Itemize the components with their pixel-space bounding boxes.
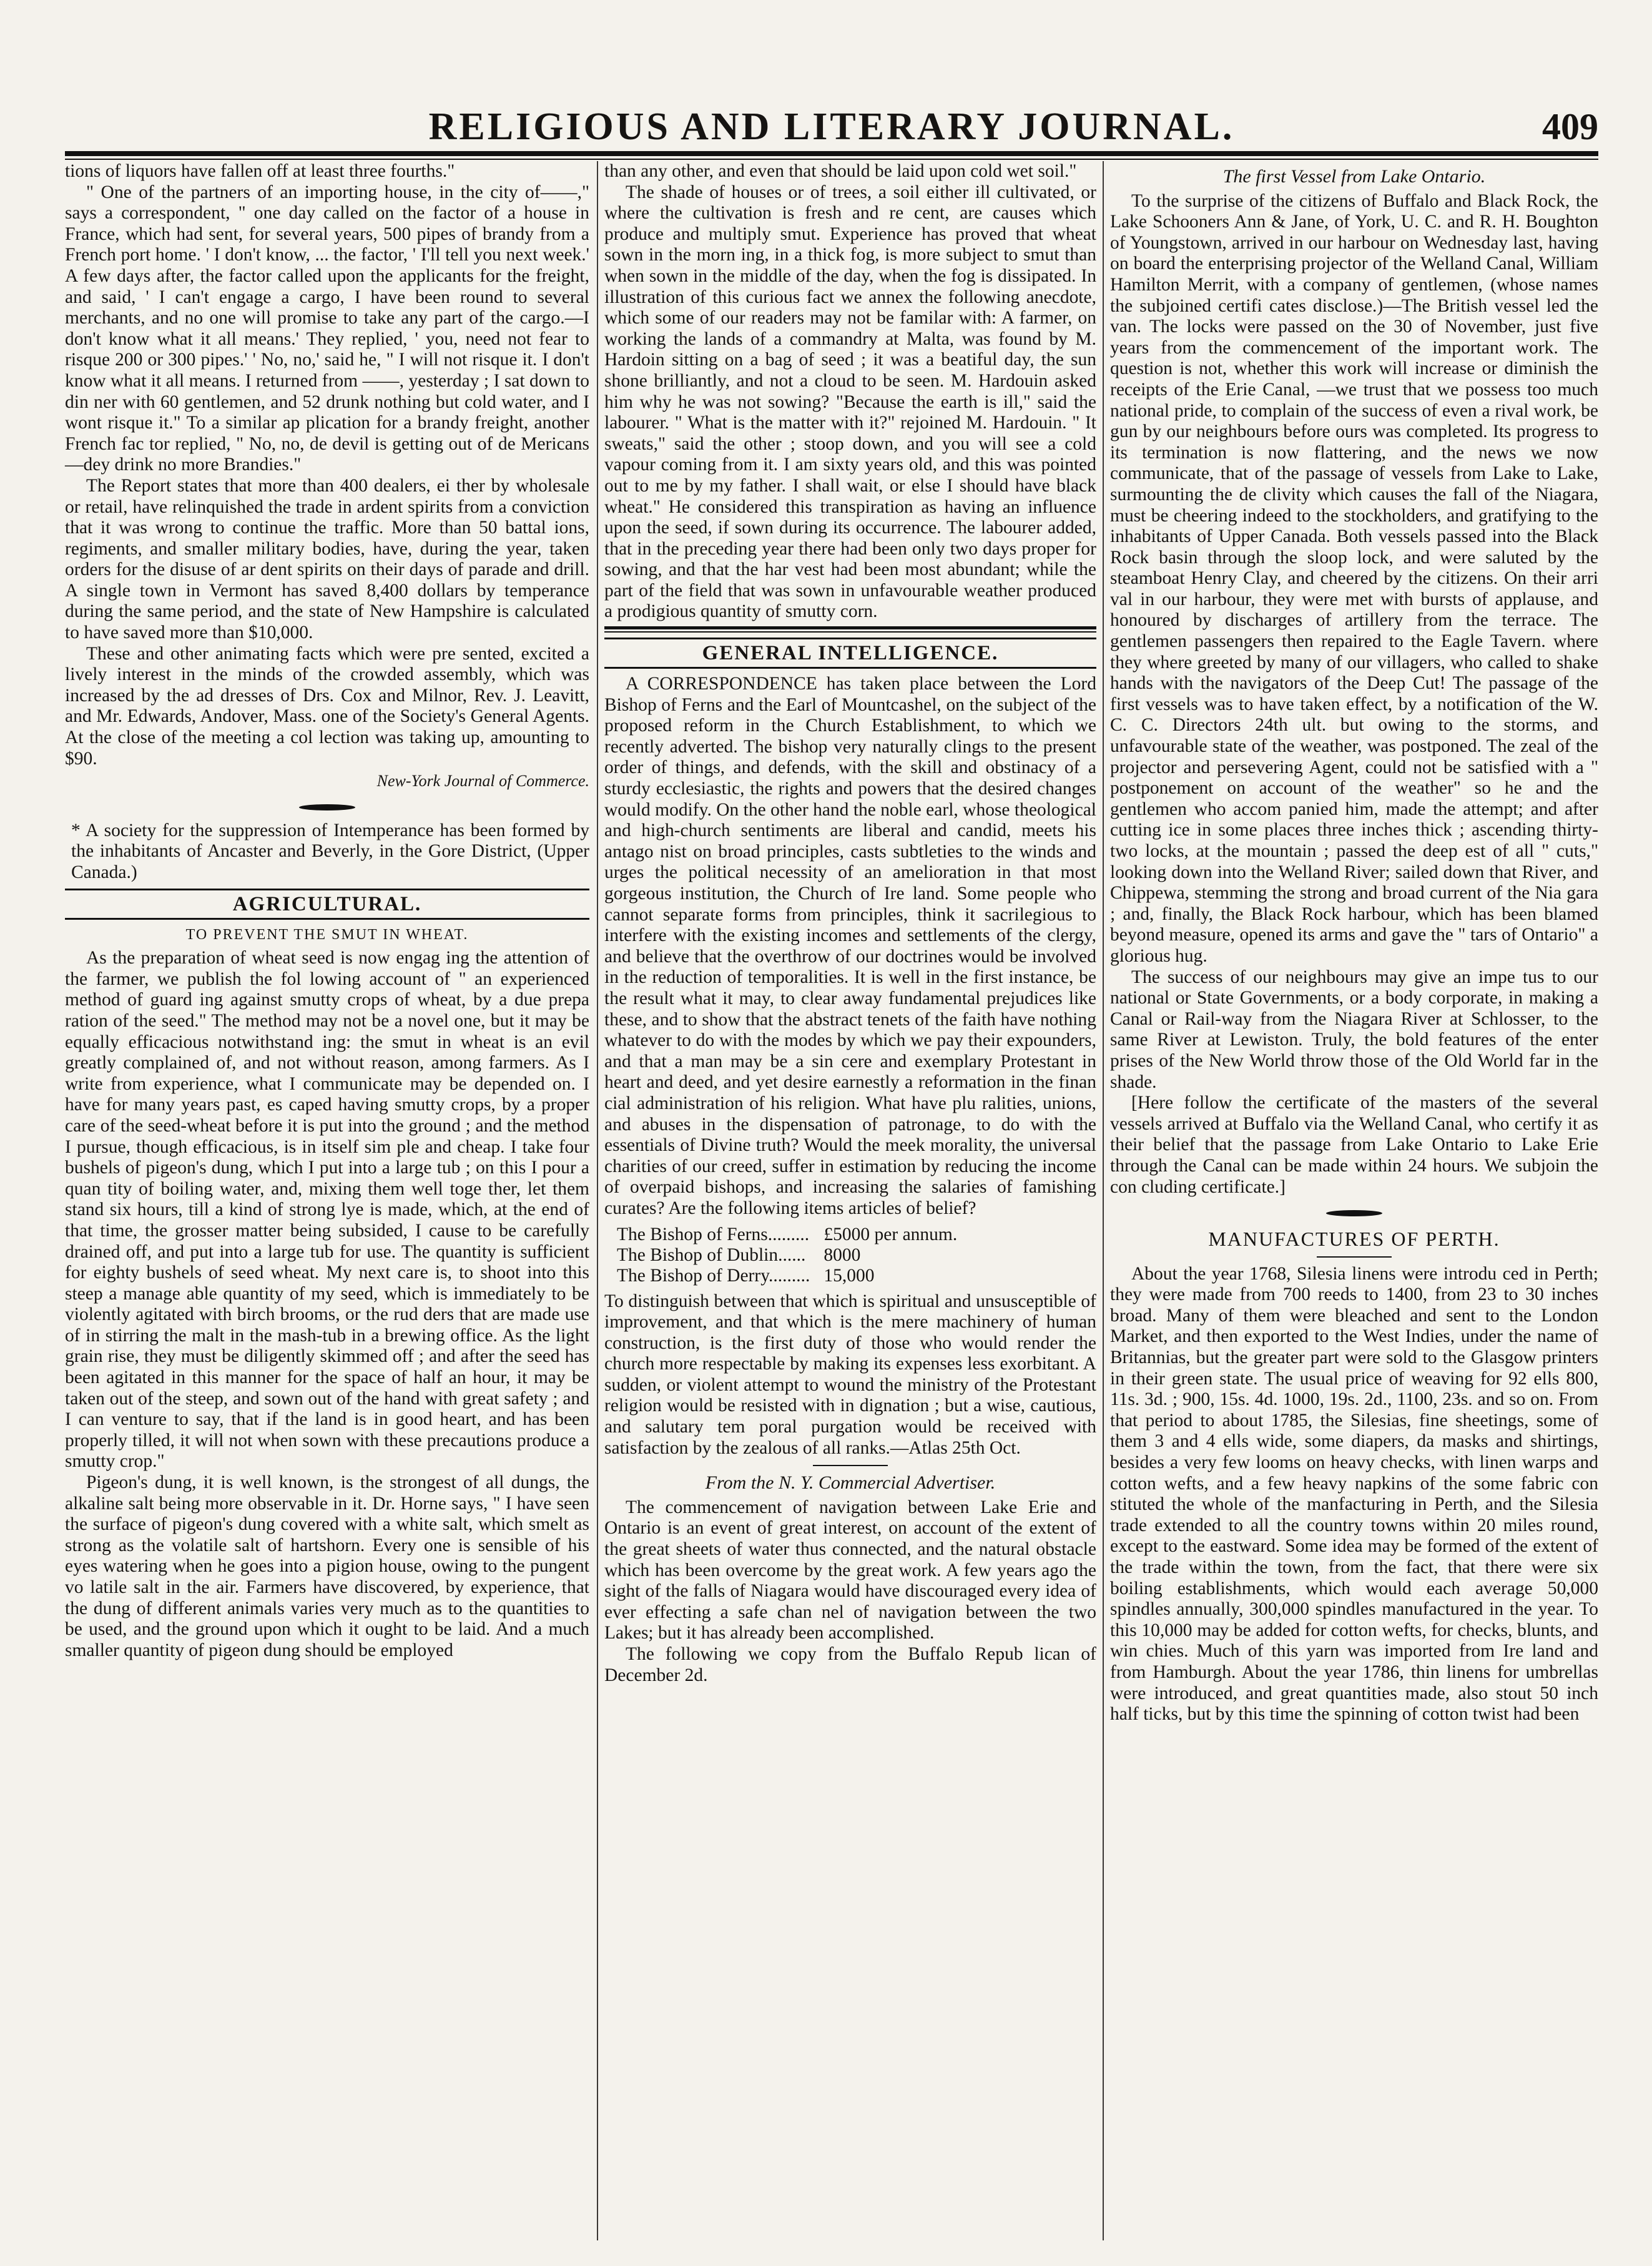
- column-right: [1110, 161, 1598, 1725]
- paragraph: The shade of houses or of trees, a soil either ill cultivated, or where the cultivation is fresh and re cent, are causes which produce and multiply smut. Experience has proved that wheat sown in the morn ing, in a thick fog, is more subject to smut than when sown in the middle of the day, when the fog is dissipated. In illustration of this curious fact we annex the following anecdote, which some of our readers may not be familar with: A farmer, on working the lands of a commandry at Malta, was found by M. Hardoin sitting on a bag of seed ; it was a beatiful day, the sun shone brilliantly, and not a cloud to be seen. M. Hardouin asked him why he was not sowing? "Because the earth is ill," said the labourer. " What is the matter with it?" rejoined M. Hardouin. " It sweats," said the other ; stoop down, and you will see a cold vapour coming from it. I am sixty years old, and this was pointed out to me by my father. I shall wait, or else I should have black wheat." He considered this transpiration as having an influence upon the seed, if sown during its occurrence. The labourer added, that in the preceding year there had been only two days proper for sowing, and that the har vest had been most abundant; while the part of the field that was sown in unfavourable weather produced a prodigious quantity of smutty corn.: [604, 182, 1096, 622]
- section-rule: [604, 626, 1096, 629]
- paragraph: About the year 1768, Silesia linens were introdu ced in Perth; they were made from 700 reeds to 1400, from 23 to 30 inches broad. Many of them were bleached and sent to the London Market, and then exported to the West Indies, under the name of Britannias, but the greater part were sold to the Glasgow printers in their green state. The usual price of weaving for 92 ells 800, 11s. 3d. ; 900, 15s. 4d. 1000, 19s. 2d., 1100, 23s. and so on. From that period to about 1785, the Silesias, fine sheetings, some of them 3 and 4 ells wide, some diapers, da masks and shirtings, besides a very few looms on heavy checks, with linen warps and cotton wefts, and a few heavy napkins of the some fabric con stituted the whole of the manfacturing in Perth, and the Silesia trade extended to all the country towns within 20 miles round, except to the eastward. Some idea may be formed of the extent of the trade within the town, from the fact, that there were six boiling establishments, which would each average 50,000 spindles annually, 300,000 spindles manufactured in the year. To this 10,000 may be added for cotton wefts, for checks, blunts, and win chies. Much of this yarn was imported from Ire land and from Hamburgh. About the year 1786, thin linens for umbrellas were introduced, and great quantities made, also stout 50 inch half ticks, but by this time the spinning of cotton twist had been: [1110, 1263, 1598, 1725]
- header-rule: [65, 151, 1598, 156]
- paragraph: * A society for the suppression of Intemperance has been formed by the inhabitants of Ancaster and Beverly, in the Gore District, (Upper Canada.): [71, 820, 589, 882]
- paragraph: [Here follow the certificate of the masters of the several vessels arrived at Buffalo via the Welland Canal, who certify it as their belief that the passage from Lake Ontario to Lake Erie through the Canal can be made within 24 hours. We subjoin the con cluding certificate.]: [1110, 1093, 1598, 1197]
- page-number: 409: [1542, 106, 1598, 147]
- salary-label: The Bishop of Derry.........: [617, 1265, 810, 1286]
- paragraph: " One of the partners of an importing house, in the city of——," says a correspondent, " one day called on the factor of a house in France, which had sent, for several years, 500 pipes of brandy from a French port home. ' I don't know, ... the factor, ' I'll tell you next week.' A few days after, the factor called upon the applicants for the freight, and said, ' I can't engage a cargo, I have been round to several merchants, and no one will promise to take any part of the cargo.—I don't know what it all means.' They replied, ' you, need not fear to risque 200 or 300 pipes.' ' No, no,' said he, " I will not risque it. I don't know what it all means. I returned from ——, yesterday ; I sat down to din ner with 60 gentlemen, and 52 drunk nothing but cold water, and I wont risque it." To a similar ap plication for a brandy freight, another French fac tor replied, " No, no, de devil is getting out of de Mericans—dey drink no more Brandies.": [65, 182, 589, 475]
- header-rule-thin: [65, 159, 1598, 160]
- salary-amount: £5000 per annum.: [824, 1224, 958, 1244]
- source-credit: New-York Journal of Commerce.: [376, 772, 589, 791]
- table-row: [617, 1245, 961, 1266]
- divider-rule: [1317, 1256, 1392, 1258]
- salary-label: The Bishop of Ferns.........: [617, 1224, 810, 1244]
- paragraph: tions of liquors have fallen off at least three fourths.": [65, 161, 455, 181]
- divider-rule: [813, 1465, 888, 1466]
- paragraph: than any other, and even that should be laid upon cold wet soil.": [604, 161, 1077, 181]
- column-divider: [597, 161, 598, 2240]
- article-heading: TO PREVENT THE SMUT IN WHEAT.: [185, 926, 469, 943]
- article-heading: From the N. Y. Commercial Advertiser.: [705, 1472, 996, 1494]
- paragraph: As the preparation of wheat seed is now engag ing the attention of the farmer, we publish the fol lowing account of " an experienced method of guard ing against smutty crops of wheat, by a due prepa ration of the seed." The method may not be a novel one, but it may be equally efficacious notwithstand ing: the smut in wheat is an evil greatly complained of, and not without reason, among farmers. As I write from experience, what I communicate may be depended on. I have for many years past, es caped having smutty crops, by a proper care of the seed-wheat before it is put into the ground ; and the method I pursue, though efficacious, is in itself sim ple and cheap. I take four bushels of pigeon's dung, which I put into a large tub ; on this I pour a quan tity of boiling water, and, mixing them well toge ther, let them stand six hours, till a kind of strong lye is made, which, at the end of that time, the grosser matter being subsided, I cause to be carefully drained off, and put into a large tub for use. The quantity is sufficient for eighty bushels of seed wheat. My next care is, to shoot into this steep a manage able quantity of my seed, which is immediately to be violently agitated with birch brooms, or the rud ders that are made use of in stirring the malt in the mash-tub in a brewing office. As the light grain rise, they must be diligently skimmed off ; and after the seed has been agitated in this manner for the space of half an hour, it may be taken out of the steep, and sown out of the hand with great safety ; and I can venture to say, that if the land is in good heart, and has been properly tilled, it will not when sown with these precautions produce a smutty crop.": [65, 948, 589, 1472]
- paragraph: The following we copy from the Buffalo Repub lican of December 2d.: [604, 1644, 1096, 1685]
- paragraph: The Report states that more than 400 dealers, ei ther by wholesale or retail, have relinquished the trade in ardent spirits from a conviction that it was wrong to continue the traffic. More than 50 battal ions, regiments, and smaller military bodies, have, during the year, taken orders for the disuse of ar dent spirits on their days of parade and drill. A single town in Vermont has saved 8,400 dollars by temperance during the same period, and the state of New Hampshire is calculated to have saved more than $10,000.: [65, 475, 589, 643]
- paragraph: To the surprise of the citizens of Buffalo and Black Rock, the Lake Schooners Ann & Jane, of York, U. C. and R. H. Boughton of Youngstown, arrived in our harbour on Wednesday last, having on board the enterprising projector of the Welland Canal, William Hamilton Merrit, with a company of gentlemen, (whose names the subjoined certifi cates disclose.)—The British vessel led the van. The locks were passed on the 30 of November, just five years from the commencement of the important work. The question is not, whether this work will increase or diminish the receipts of the Erie Canal, —we trust that we possess too much national pride, to complain of the success of even a rival work, be gun by our neighbours before ours was completed. Its progress to its termination is now flattering, and the news we now communicate, that of the passage of vessels from Lake to Lake, surmounting the de clivity which causes the fall of the Niagara, must be cheering indeed to the stockholders, and gratifying to the inhabitants of Upper Canada. Both vessels passed into the Black Rock basin through the sloop lock, and were saluted by the steamboat Henry Clay, and cheered by the citizens. On their arri val in our harbour, they were met with bursts of applause, and honoured by discharges of artillery from the terrace. The gentlemen passengers then repaired to the Eagle Tavern. where they where greeted by many of our villagers, who called to shake hands with the navigators of the Deep Cut! The passage of the first vessels was to have taken effect, by a notification of the W. C. C. Directors 24th ult. but owing to the storms, and unfavourable state of the weather, was postponed. The zeal of the projector and persevering Agent, could not be satisfied with a " postponement on account of the weather" so he and the gentlemen who accom panied him, made the attempt; and after cutting ice in some places three inches thick ; ascending thirty-two locks, at the mountain ; passed the deep est of all " cuts," looking down into the Welland River; sailed down that River, and Chippewa, stemming the strong and broad current of the Nia gara ; and, finally, the Black Rock harbour, which has been blamed beyond measure, opened its arms and gave the " tars of Ontario" a glorious hug.: [1110, 190, 1598, 966]
- table-row: [617, 1266, 961, 1286]
- ornament-divider: [65, 796, 589, 817]
- paragraph: To distinguish between that which is spiritual and unsusceptible of improvement, and that which is the mere machinery of human construction, is the first duty of those who would render the church more respectable by making its expenses less exorbitant. A sudden, or violent attempt to wound the ministry of the Protestant religion would be resisted with in dignation ; but a wise, cautious, and salutary tem poral purgation would be received with satisfaction by the zealous of all ranks.—Atlas 25th Oct.: [604, 1291, 1096, 1458]
- salary-amount: 8000: [824, 1244, 861, 1265]
- section-heading-manufactures: MANUFACTURES OF PERTH.: [1208, 1228, 1500, 1251]
- paragraph: These and other animating facts which were pre sented, excited a lively interest in the minds of the crowded assembly, which was increased by the ad dresses of Drs. Cox and Milnor, Rev. J. Leavitt, and Mr. Edwards, Andover, Mass. one of the Society's General Agents. At the close of the meeting a col lection was taking up, amounting to $90.: [65, 643, 589, 769]
- running-head: [65, 105, 1598, 149]
- salary-amount: 15,000: [824, 1265, 875, 1286]
- paragraph: The success of our neighbours may give an impe tus to our national or State Governments, or a body corporate, in making a Canal or Rail-way from the Niagara River at Schlosser, to the same River at Lewiston. Truly, the bold features of the enter prises of the New World throw those of the Old World far in the shade.: [1110, 967, 1598, 1092]
- section-heading-agricultural: AGRICULTURAL.: [65, 889, 589, 920]
- table-row: [617, 1224, 961, 1245]
- column-middle: [604, 161, 1096, 1686]
- paragraph: Pigeon's dung, it is well known, is the strongest of all dungs, the alkaline salt being more observable in it. Dr. Horne says, " I have seen the surface of pigeon's dung covered with a white salt, which smelt as strong as the volatile salt of hartshorn. Every one is sensible of his eyes watering when he goes into a pigion house, owing to the pungent vo latile salt in the air. Farmers have discovered, by experience, that the dung of different animals varies very much as to the quantities to be used, and the ground upon which it ought to be laid. And a much smaller quantity of pigeon dung should be employed: [65, 1472, 589, 1660]
- ornament-divider: [1110, 1201, 1598, 1223]
- section-heading-general-intelligence: GENERAL INTELLIGENCE.: [604, 638, 1096, 669]
- paragraph: A CORRESPONDENCE has taken place between the Lord Bishop of Ferns and the Earl of Mountcashel, on the subject of the proposed reform in the Church Establishment, to which we recently adverted. The bishop very naturally clings to the present order of things, and defends, with the skill and obstinacy of a sturdy ecclesiastic, the rights and powers that the desired changes would modify. On the other hand the noble earl, whose theological and high-church sentiments are liberal and candid, meets his antago nist on broad principles, casts subtleties to the winds and urges the political necessity of an amelioration in that most gorgeous institution, the Church of Ire land. Some people who cannot separate forms from principles, think it sacrilegious to interfere with the existing incomes and settlements of the clergy, and believe that the overthrow of our doctrines would be involved in the reduction of temporalities. It is well in the first instance, be the result what it may, to clear away fundamental prejudices like these, and to show that the abstract tenets of the faith have nothing whatever to do with the modes by which we pay their expounders, and that a man may be a sin cere and exemplary Protestant in heart and deed, and yet desire earnestly a reformation in the finan cial administration of his religion. What have plu ralities, unions, and abuses in the dispensation of patronage, to do with the essentials of Divine truth? Would the meek morality, the universal charities of our creed, suffer in estimation by reducing the income of overpaid bishops, and increasing the salaries of famishing curates? Are the following items articles of belief?: [604, 674, 1096, 1218]
- section-rule-thin: [604, 631, 1096, 633]
- column-divider: [1103, 161, 1104, 2240]
- salary-label: The Bishop of Dublin......: [617, 1244, 806, 1265]
- journal-title: RELIGIOUS AND LITERARY JOURNAL.: [428, 106, 1235, 148]
- column-left: [65, 161, 589, 1661]
- bishop-salary-table: [617, 1224, 961, 1286]
- paragraph: The commencement of navigation between Lake Erie and Ontario is an event of great interest, on account of the extent of the great sheets of water thus connected, and the natural obstacle which has been overcome by the great work. A few years ago the sight of the falls of Niagara would have discouraged every idea of ever effecting a safe chan nel of navigation between the two Lakes; but it has already been accomplished.: [604, 1497, 1096, 1643]
- article-heading: The first Vessel from Lake Ontario.: [1222, 166, 1486, 187]
